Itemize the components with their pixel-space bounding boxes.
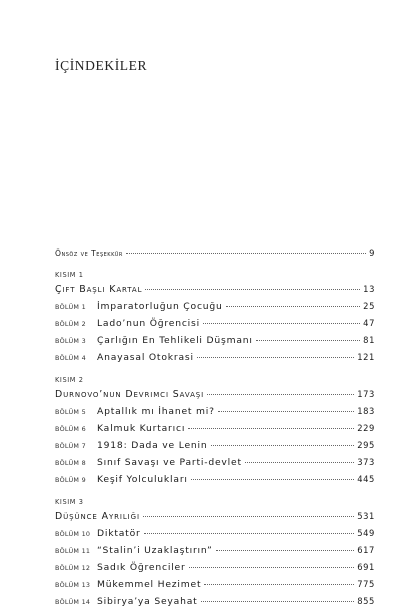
chapter-number: BÖLÜM 10 — [55, 530, 91, 538]
chapter-number: BÖLÜM 12 — [55, 564, 91, 572]
part-page: 531 — [357, 511, 375, 521]
chapter-entry[interactable] — [55, 437, 375, 454]
part-page: 173 — [357, 389, 375, 399]
part-title: Durnovo’nun Devrimci Savaşı — [55, 389, 205, 400]
chapter-page: 47 — [363, 318, 375, 328]
chapter-entry[interactable] — [55, 542, 375, 559]
part-label: KISIM 3 — [55, 498, 84, 506]
chapter-number: BÖLÜM 8 — [55, 459, 86, 467]
dot-leader — [207, 394, 354, 395]
chapter-number: BÖLÜM 2 — [55, 320, 86, 328]
chapter-page: 691 — [357, 562, 375, 572]
part-title: Düşünce Ayrılığı — [55, 511, 140, 522]
chapter-entry[interactable] — [55, 332, 375, 349]
chapter-entry[interactable] — [55, 576, 375, 593]
part-title: Çift Başlı Kartal — [55, 284, 143, 295]
chapter-page: 295 — [357, 440, 375, 450]
chapter-number: BÖLÜM 1 — [55, 303, 86, 311]
dot-leader — [245, 462, 354, 463]
table-of-contents — [55, 245, 375, 610]
preface-page: 9 — [369, 248, 375, 258]
dot-leader — [218, 411, 354, 412]
chapter-title: “Stalin’i Uzaklaştırın” — [97, 545, 213, 556]
chapter-entry[interactable] — [55, 471, 375, 488]
chapter-title: Sadık Öğrenciler — [97, 562, 186, 573]
chapter-title: Anayasal Otokrasi — [97, 352, 194, 363]
chapter-number: BÖLÜM 5 — [55, 408, 86, 416]
chapter-title: Sınıf Savaşı ve Parti-devlet — [97, 457, 242, 468]
dot-leader — [226, 306, 360, 307]
chapter-page: 121 — [357, 352, 375, 362]
chapter-page: 775 — [357, 579, 375, 589]
dot-leader — [216, 550, 355, 551]
part-label: KISIM 1 — [55, 271, 84, 279]
chapter-title: Sibirya’ya Seyahat — [97, 596, 198, 607]
dot-leader — [126, 253, 366, 254]
dot-leader — [197, 357, 354, 358]
chapter-title: Aptallık mı İhanet mi? — [97, 406, 215, 417]
part-page: 13 — [363, 284, 375, 294]
chapter-page: 617 — [357, 545, 375, 555]
dot-leader — [188, 428, 354, 429]
part-entry[interactable] — [55, 386, 375, 403]
dot-leader — [143, 516, 354, 517]
part-entry[interactable] — [55, 281, 375, 298]
preface-entry[interactable] — [55, 245, 375, 262]
toc-heading: İÇİNDEKİLER — [55, 58, 148, 73]
preface-title: Önsöz ve Teşekkür — [55, 249, 123, 258]
chapter-entry[interactable] — [55, 525, 375, 542]
dot-leader — [189, 567, 355, 568]
chapter-entry[interactable] — [55, 454, 375, 471]
chapter-title: Diktatör — [97, 528, 141, 539]
dot-leader — [203, 323, 360, 324]
chapter-title: Çarlığın En Tehlikeli Düşmanı — [97, 335, 253, 346]
chapter-title: İmparatorluğun Çocuğu — [97, 301, 223, 312]
chapter-page: 81 — [363, 335, 375, 345]
chapter-page: 373 — [357, 457, 375, 467]
part-entry[interactable] — [55, 508, 375, 525]
dot-leader — [204, 584, 354, 585]
chapter-number: BÖLÜM 7 — [55, 442, 86, 450]
chapter-page: 183 — [357, 406, 375, 416]
chapter-number: BÖLÜM 4 — [55, 354, 86, 362]
chapter-page: 229 — [357, 423, 375, 433]
part-label: KISIM 2 — [55, 376, 84, 384]
chapter-number: BÖLÜM 6 — [55, 425, 86, 433]
dot-leader — [145, 289, 360, 290]
chapter-number: BÖLÜM 9 — [55, 476, 86, 484]
dot-leader — [191, 479, 354, 480]
chapter-page: 855 — [357, 596, 375, 606]
chapter-title: Mükemmel Hezimet — [97, 579, 202, 590]
dot-leader — [256, 340, 360, 341]
chapter-number: BÖLÜM 13 — [55, 581, 91, 589]
chapter-number: BÖLÜM 11 — [55, 547, 91, 555]
chapter-title: Keşif Yolculukları — [97, 474, 188, 485]
chapter-title: 1918: Dada ve Lenin — [97, 440, 208, 451]
chapter-number: BÖLÜM 3 — [55, 337, 86, 345]
chapter-entry[interactable] — [55, 315, 375, 332]
chapter-entry[interactable] — [55, 420, 375, 437]
chapter-entry[interactable] — [55, 593, 375, 610]
chapter-entry[interactable] — [55, 298, 375, 315]
dot-leader — [211, 445, 355, 446]
chapter-entry[interactable] — [55, 349, 375, 366]
chapter-entry[interactable] — [55, 559, 375, 576]
dot-leader — [201, 601, 355, 602]
chapter-entry[interactable] — [55, 403, 375, 420]
chapter-title: Kalmuk Kurtarıcı — [97, 423, 186, 434]
chapter-page: 445 — [357, 474, 375, 484]
chapter-title: Lado’nun Öğrencisi — [97, 318, 200, 329]
chapter-number: BÖLÜM 14 — [55, 598, 91, 606]
dot-leader — [144, 533, 355, 534]
chapter-page: 549 — [357, 528, 375, 538]
chapter-page: 25 — [363, 301, 375, 311]
